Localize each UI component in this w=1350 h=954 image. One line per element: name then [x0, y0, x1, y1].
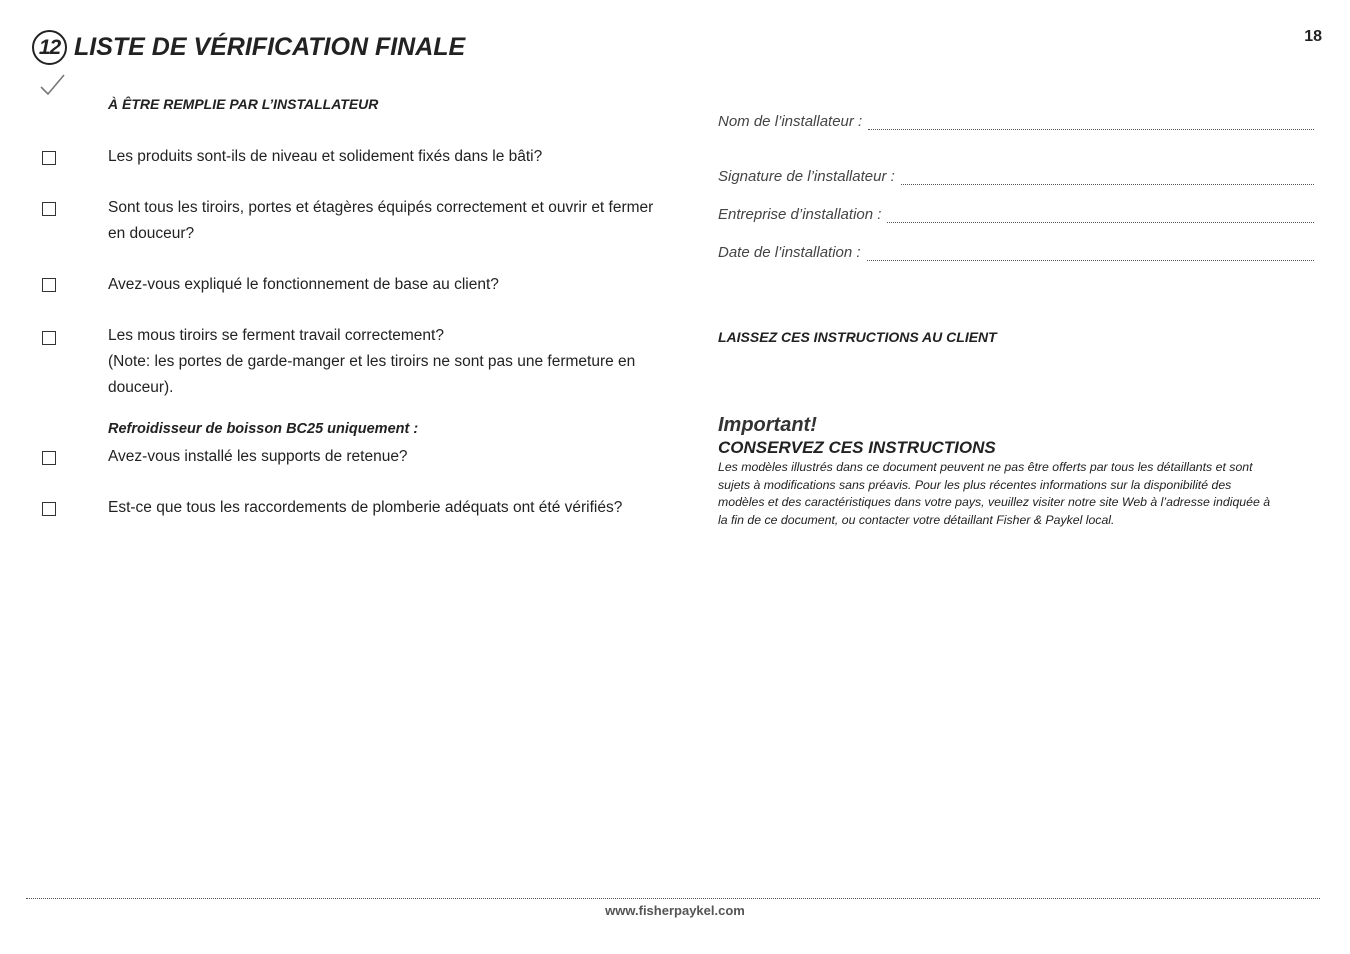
installer-signature-field[interactable]	[718, 163, 1314, 187]
checkmark-icon	[38, 72, 66, 98]
leave-instructions-notice: LAISSEZ CES INSTRUCTIONS AU CLIENT	[718, 329, 997, 345]
checkbox-explained-operation[interactable]	[42, 278, 56, 292]
checkbox-level-fixed[interactable]	[42, 151, 56, 165]
section-number-badge: 12	[32, 30, 67, 65]
installation-company-line[interactable]	[887, 222, 1314, 223]
installer-signature-line[interactable]	[901, 184, 1314, 185]
bc25-heading: Refroidisseur de boisson BC25 uniquement :	[108, 421, 419, 437]
installation-date-line[interactable]	[867, 260, 1314, 261]
important-heading: Important!	[718, 414, 817, 436]
important-note: Les modèles illustrés dans ce document peuvent ne pas être offerts par tous les détaillants et sont sujets à modifications sans préavis. Pour les plus récentes informations sur la disponibilité des modèles et des caractéristiques dans votre pays, veuillez visiter notre site Web à l’adresse indiquée à la fin de ce document, ou contacter votre détaillant Fisher & Paykel local.	[718, 460, 1271, 527]
page-number: 18	[1304, 28, 1322, 45]
installer-name-label: Nom de l’installateur :	[718, 113, 863, 130]
page-title: LISTE DE VÉRIFICATION FINALE	[74, 33, 466, 61]
checklist-subheading: À ÊTRE REMPLIE PAR L’INSTALLATEUR	[108, 96, 379, 112]
checkbox-retention-brackets[interactable]	[42, 451, 56, 465]
checklist-item-drawers-doors: Sont tous les tiroirs, portes et étagères équipés correctement et ouvrir et fermer en douceur?	[108, 199, 654, 242]
installation-date-label: Date de l’installation :	[718, 244, 861, 261]
checklist-item-plumbing: Est-ce que tous les raccordements de plomberie adéquats ont été vérifiés?	[108, 499, 623, 516]
installer-name-line[interactable]	[868, 129, 1314, 130]
checkbox-drawers-doors[interactable]	[42, 202, 56, 216]
installer-signature-label: Signature de l’installateur :	[718, 168, 895, 185]
installer-name-field[interactable]	[718, 108, 1314, 132]
checklist-item-explained-operation: Avez-vous expliqué le fonctionnement de base au client?	[108, 276, 499, 293]
checklist-item-soft-close: Les mous tiroirs se ferment travail correctement? (Note: les portes de garde-manger et les tiroirs ne sont pas une fermeture en douceur).	[108, 327, 636, 396]
installation-company-label: Entreprise d’installation :	[718, 206, 882, 223]
conserve-instructions-heading: CONSERVEZ CES INSTRUCTIONS	[718, 438, 996, 457]
checkbox-soft-close[interactable]	[42, 331, 56, 345]
footer-divider	[26, 898, 1320, 899]
checkbox-plumbing[interactable]	[42, 502, 56, 516]
installation-date-field[interactable]	[718, 239, 1314, 263]
footer-url: www.fisherpaykel.com	[605, 903, 745, 918]
checklist-item-level-fixed: Les produits sont-ils de niveau et solidement fixés dans le bâti?	[108, 148, 543, 165]
checklist-item-retention-brackets: Avez-vous installé les supports de retenue?	[108, 448, 408, 465]
installation-company-field[interactable]	[718, 201, 1314, 225]
